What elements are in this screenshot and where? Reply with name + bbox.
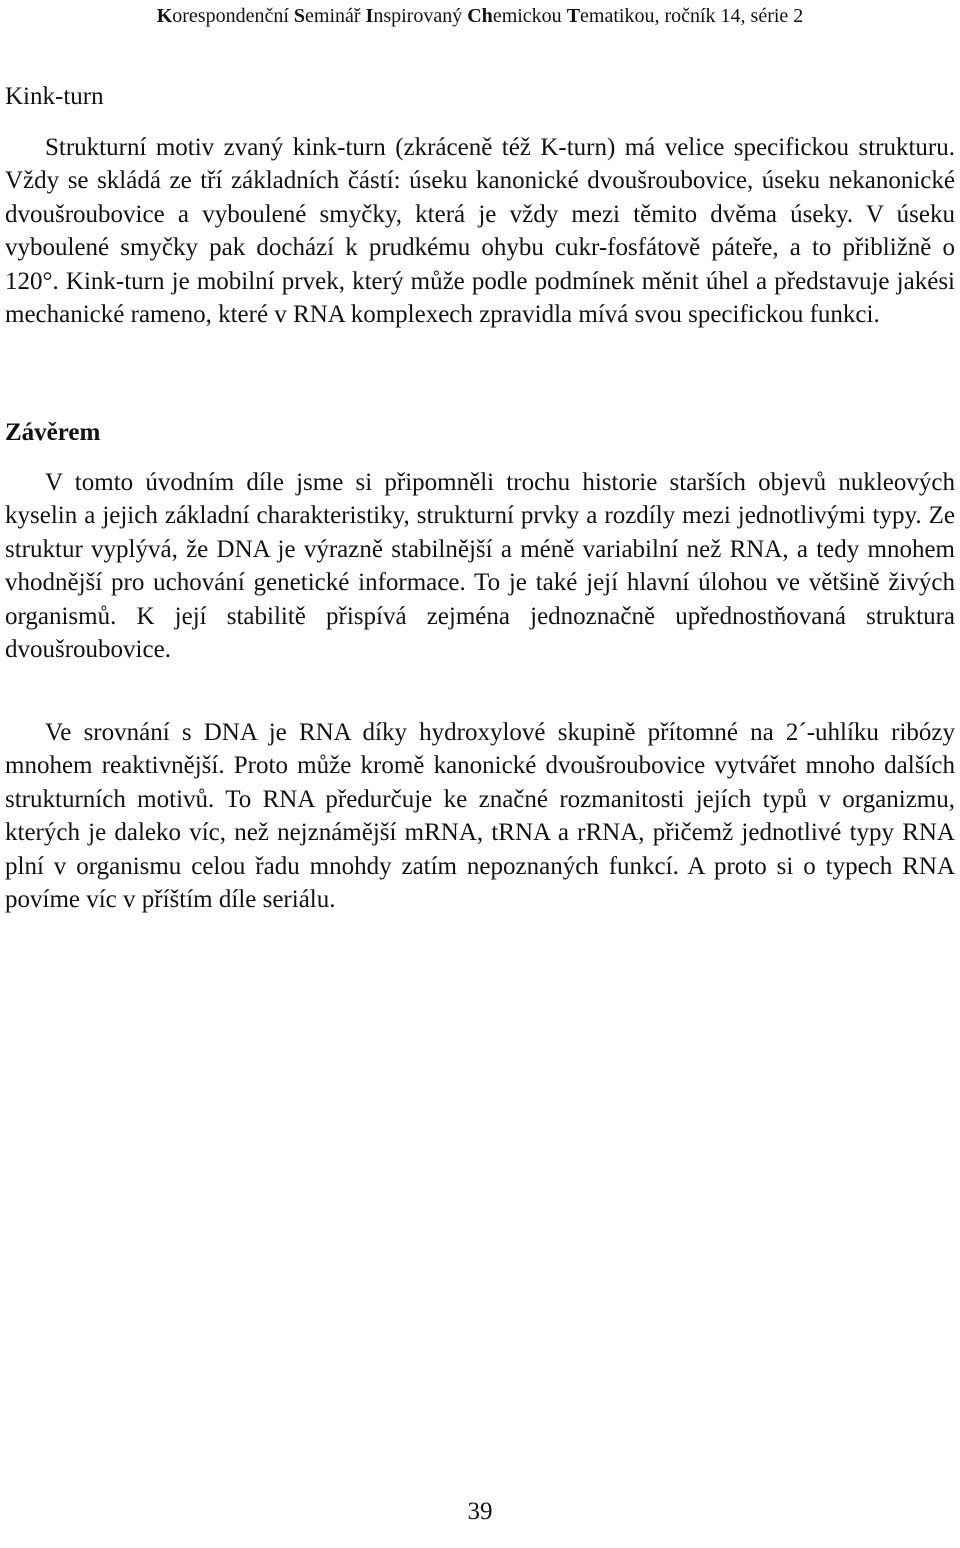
section-title-kink-turn: Kink-turn <box>5 83 104 110</box>
header-part: K <box>156 5 173 27</box>
page-header <box>0 3 960 29</box>
header-part: nspirovaný <box>373 5 468 27</box>
header-part: eminář <box>305 5 366 27</box>
paragraph-kink-turn: Strukturní motiv zvaný kink-turn (zkráceně též K-turn) má velice specifickou strukturu. Vždy se skládá ze tří základních částí: úseku kanonické dvoušroubovice, úseku nekanonické dvoušroubovice a vyboulené smyčky, která je vždy mezi těmito dvěma úseky. V úseku vyboulené smyčky pak dochází k prudkému ohybu cukr-fosfátově páteře, a to přibližně o 120°. Kink-turn je mobilní prvek, který může podle podmínek měnit úhel a představuje jakési mechanické rameno, které v RNA komplexech zpravidla mívá svou specifickou funkci. <box>5 134 955 329</box>
header-part: emickou <box>492 5 567 27</box>
page-number: 39 <box>467 1498 493 1525</box>
header-part: Ch <box>467 5 493 27</box>
header-part: I <box>365 5 374 27</box>
header-part: ematikou, ročník 14, série 2 <box>580 5 804 27</box>
paragraph-conclusion-2: Ve srovnání s DNA je RNA díky hydroxylové skupině přítomné na 2´-uhlíku ribózy mnohem reaktivnější. Proto může kromě kanonické dvoušroubovice vytvářet mnoho dalších strukturních motivů. To RNA předurčuje ke značné rozmanitosti jejích typů v organizmu, kterých je daleko víc, než nejznámější mRNA, tRNA a rRNA, přičemž jednotlivé typy RNA plní v organismu celou řadu mnohdy zatím nepoznaných funkcí. A proto si o typech RNA povíme víc v příštím díle seriálu. <box>5 719 955 914</box>
header-part: T <box>566 5 581 27</box>
header-part: orespondenční <box>172 5 294 27</box>
section-title-conclusion: Závěrem <box>5 419 101 446</box>
paragraph-conclusion-1: V tomto úvodním díle jsme si připomněli trochu historie starších objevů nukleových kyselin a jejich základní charakteristiky, strukturní prvky a rozdíly mezi jednotlivými typy. Ze struktur vyplývá, že DNA je výrazně stabilnější a méně variabilní než RNA, a tedy mnohem vhodnější pro uchování genetické informace. To je také její hlavní úlohou ve většině živých organismů. K její stabilitě přispívá zejména jednoznačně upřednostňovaná struktura dvoušroubovice. <box>5 469 955 664</box>
header-part: S <box>293 5 306 27</box>
